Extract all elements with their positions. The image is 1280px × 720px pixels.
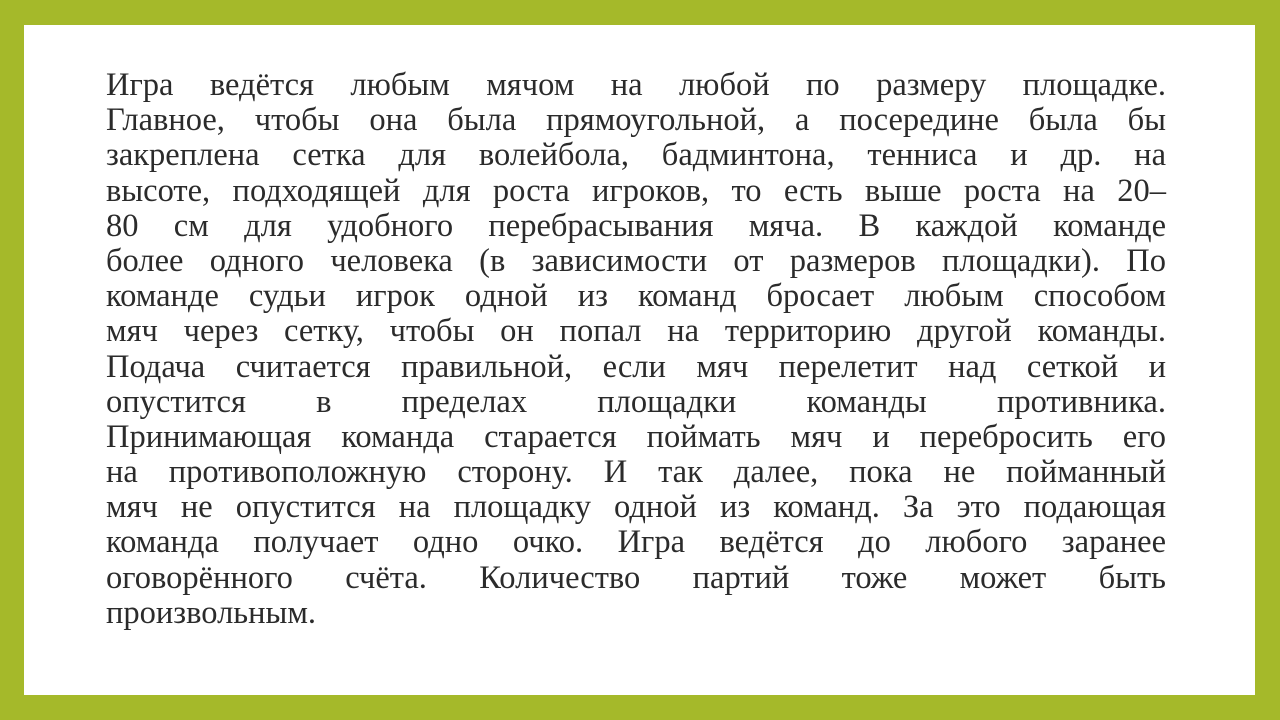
paragraph-line: оговорённого счёта. Количество партий тоже может быть xyxy=(106,559,1166,596)
paragraph-line: опустится в пределах площадки команды противника. xyxy=(106,383,1166,420)
paragraph-line: высоте, подходящей для роста игроков, то есть выше роста на 20– xyxy=(106,172,1166,209)
paragraph-line: мяч через сетку, чтобы он попал на территорию другой команды. xyxy=(106,313,1166,350)
slide-content-area xyxy=(24,25,1255,695)
paragraph-line: на противоположную сторону. И так далее, пока не пойманный xyxy=(106,454,1166,491)
paragraph-line: Принимающая команда старается поймать мяч и перебросить его xyxy=(106,418,1166,455)
paragraph-line: произвольным. xyxy=(106,594,317,631)
paragraph-line: команда получает одно очко. Игра ведётся до любого заранее xyxy=(106,524,1166,561)
paragraph-line: закреплена сетка для волейбола, бадминтона, тенниса и др. на xyxy=(106,137,1166,174)
paragraph-line: мяч не опустится на площадку одной из команд. За это подающая xyxy=(106,489,1166,526)
paragraph-line: Подача считается правильной, если мяч перелетит над сеткой и xyxy=(106,348,1166,385)
paragraph-line: 80 см для удобного перебрасывания мяча. В каждой команде xyxy=(106,207,1166,244)
paragraph-line: более одного человека (в зависимости от размеров площадки). По xyxy=(106,242,1166,279)
paragraph-line: команде судьи игрок одной из команд бросает любым способом xyxy=(106,278,1166,315)
rules-paragraph xyxy=(106,68,1166,631)
paragraph-line: Игра ведётся любым мячом на любой по размеру площадке. xyxy=(106,67,1166,103)
paragraph-line: Главное, чтобы она была прямоугольной, а посередине была бы xyxy=(106,102,1166,139)
